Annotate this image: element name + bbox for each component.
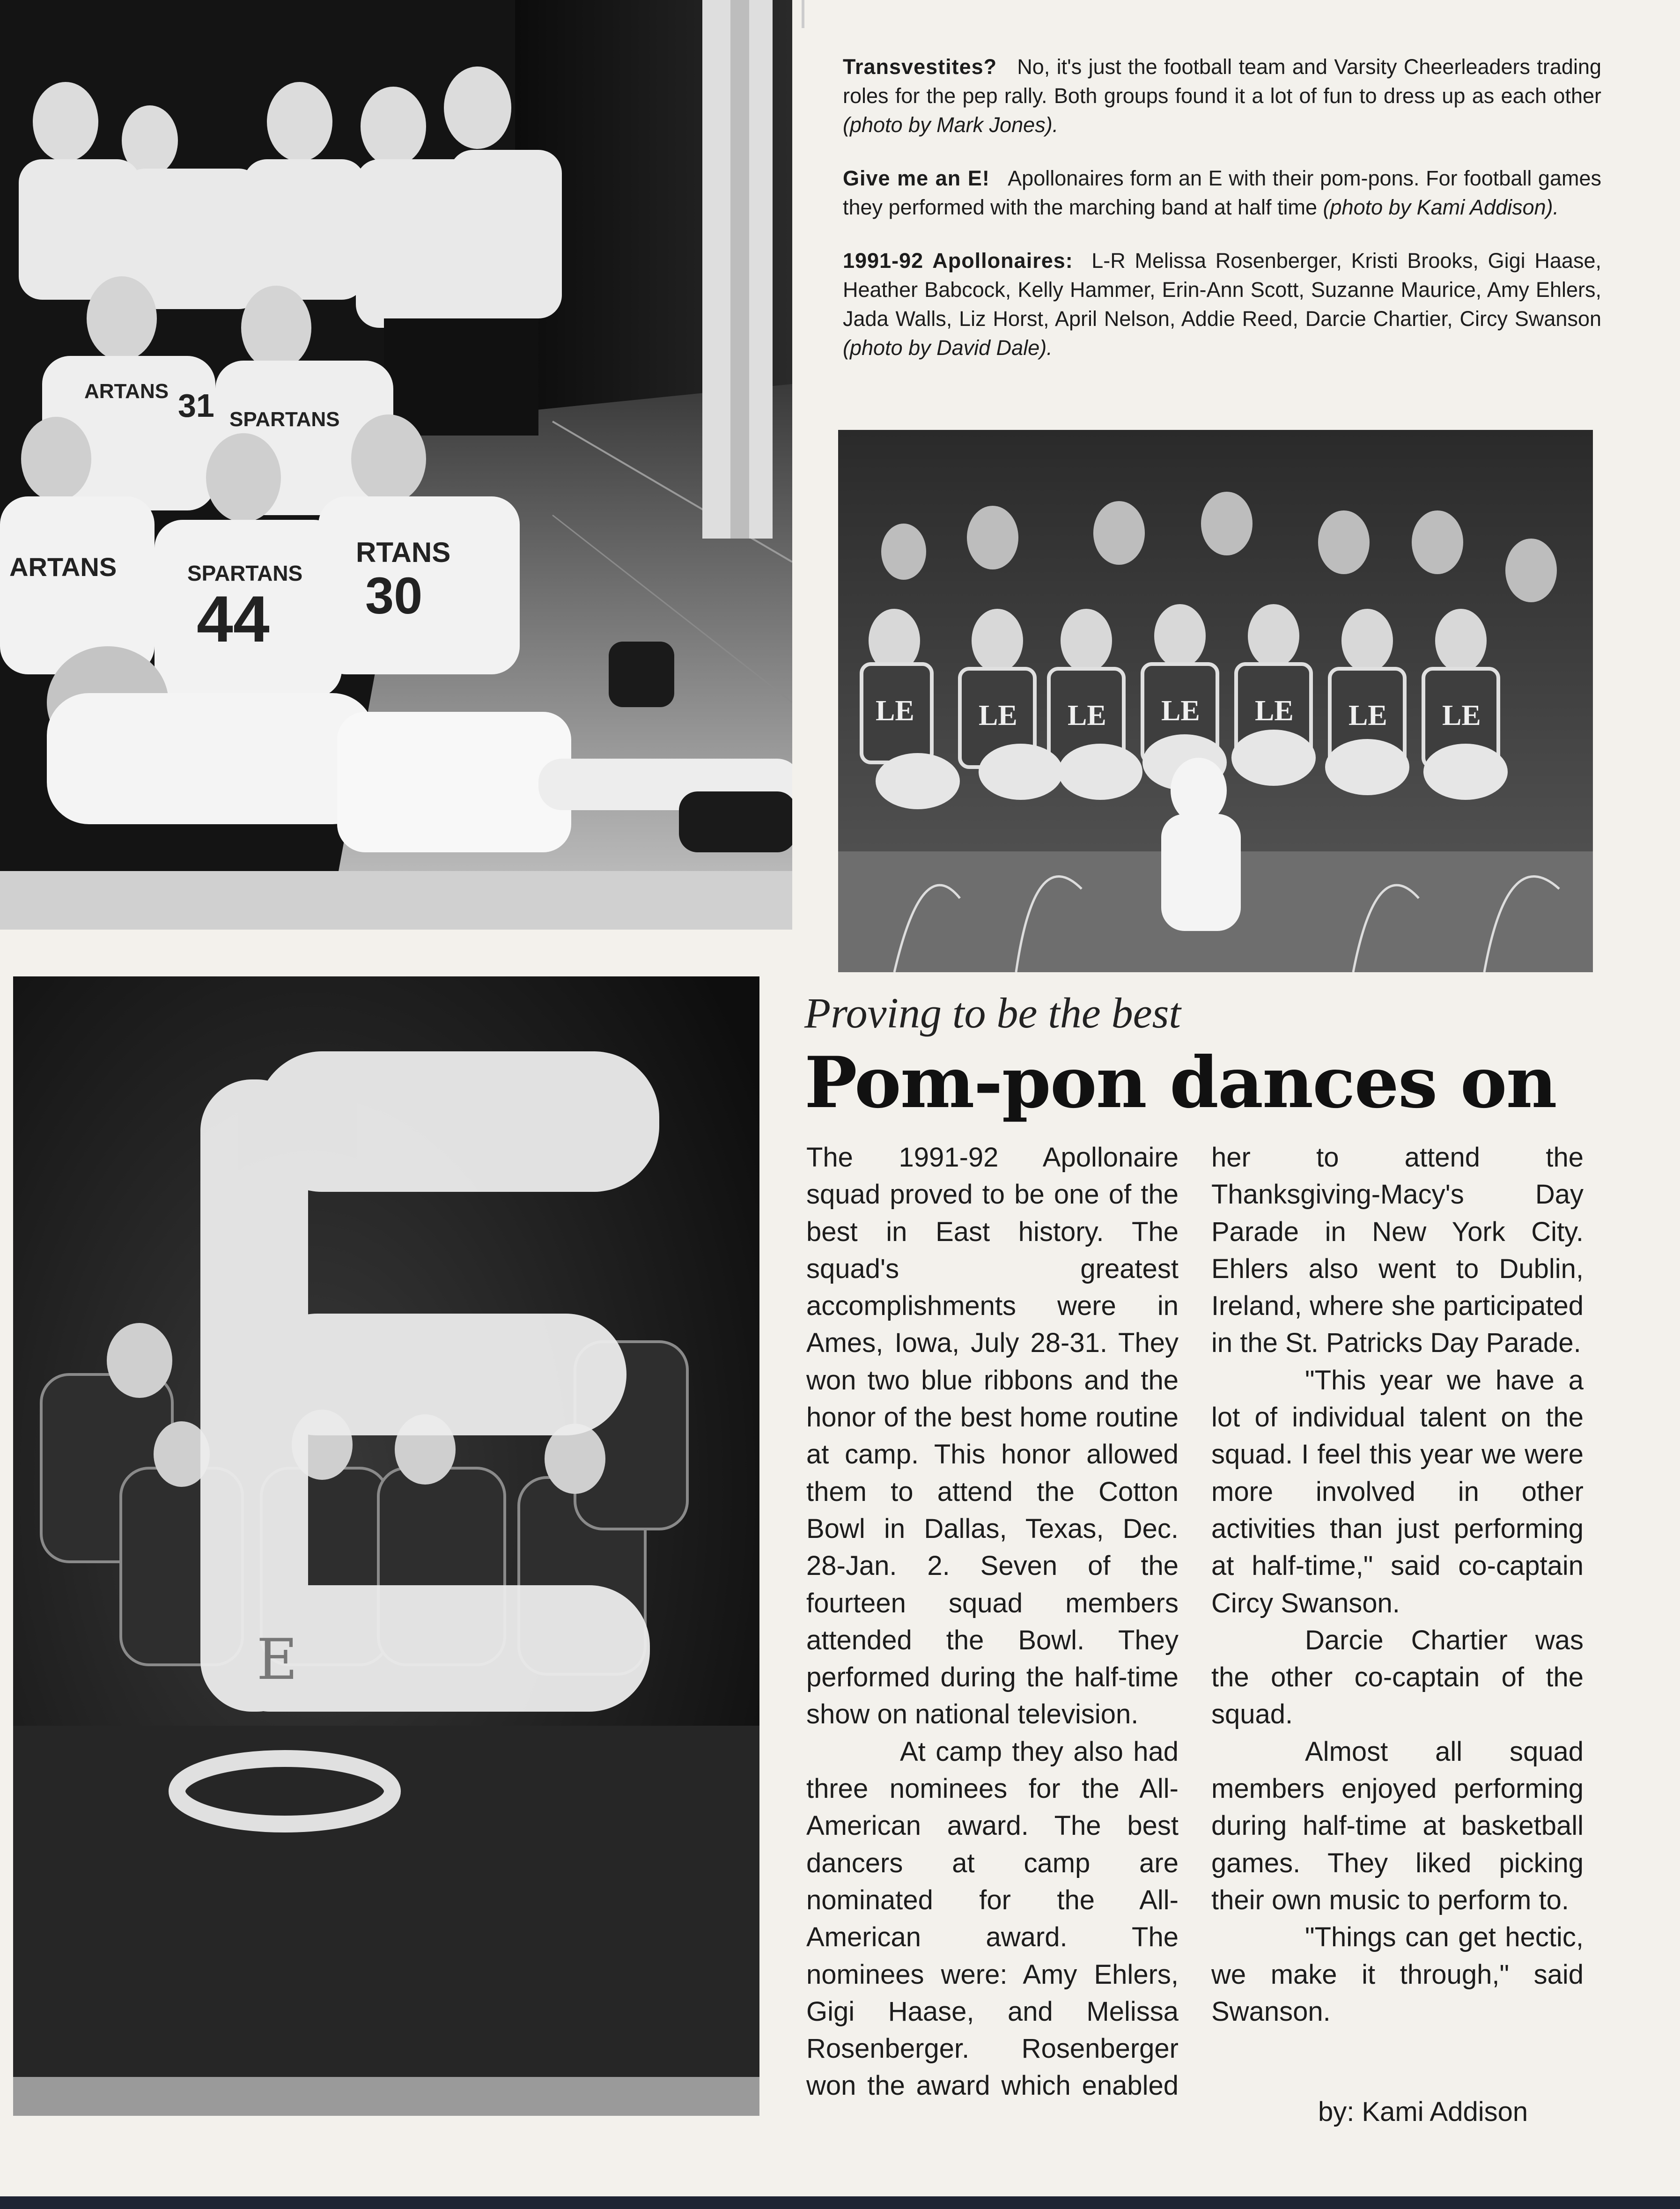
sweater-letters: LE <box>1442 700 1481 731</box>
sweater-letters: LE <box>876 695 914 727</box>
caption-text: L-R Melissa Rosenberger, Kristi Brooks, Gigi Haase, Heather Babcock, Kelly Hammer, Erin-Ann Scott, Suzanne Maurice, Amy Ehlers, Jada Walls, Liz Horst, April Nelson, Addie Reed, Darcie Chartier, Circy Swanson <box>843 249 1601 331</box>
jersey-text-7: 30 <box>365 567 423 625</box>
article-headline: Pom-pon dances on <box>804 1042 1556 1124</box>
caption-lead: Give me an E! <box>843 166 990 190</box>
page-bottom-edge <box>0 2196 1680 2209</box>
pompon-letter: E <box>257 1627 298 1692</box>
page-spine-mark <box>802 0 804 28</box>
caption-lead: Transvestites? <box>843 55 997 79</box>
body-paragraph: "Things can get hectic, we make it through," said Swanson. <box>1211 1922 1584 2027</box>
article-byline: by: Kami Addison <box>1318 2097 1528 2127</box>
body-paragraph: The 1991-92 Apollonaire squad proved to be one of the best in East history. The squad's greatest accomplishments were in Ames, Iowa, July 28-31. They won two blue ribbons and the honor of the best home routine at camp. This honor allowed them to attend the Cotton Bowl in Dallas, Texas, Dec. 28-Jan. 2. Seven of the fourteen squad members attended the Bowl. They performed during the half-time show on national television. <box>806 1142 1179 1730</box>
apollonaires-group-photo <box>838 430 1593 972</box>
jersey-text-4: SPARTANS <box>187 561 303 585</box>
body-paragraph: Almost all squad members enjoyed performing during half-time at basketball games. They liked picking their own music to perform to. <box>1211 1736 1584 1915</box>
body-paragraph: "This year we have a lot of individual talent on the squad. I feel this year we were more involved in other activities than just performing at half-time," said co-captain Circy Swanson. <box>1211 1365 1584 1618</box>
sweater-letters: LE <box>1348 700 1387 731</box>
jersey-text-1: ARTANS <box>84 380 169 403</box>
sweater-letters: LE <box>1255 695 1294 727</box>
caption-credit: (photo by David Dale). <box>843 336 1053 360</box>
sweater-letters: LE <box>1068 700 1106 731</box>
caption-text: Apollonaires form an E with their pom-pons. For football games they performed with the marching band at half time <box>843 166 1601 219</box>
caption-text: No, it's just the football team and Varsity Cheerleaders trading roles for the pep rally. Both groups found it a lot of fun to dress up as each other <box>843 55 1601 108</box>
pep-rally-photo <box>0 0 792 930</box>
caption-transvestites <box>843 52 1601 140</box>
article-kicker: Proving to be the best <box>804 989 1181 1037</box>
jersey-text-8: ARTANS <box>9 552 117 582</box>
sweater-letters: LE <box>979 700 1017 731</box>
article-body <box>806 1139 1584 2132</box>
sweater-letters: LE <box>1161 695 1200 727</box>
caption-give-me-an-e <box>843 164 1601 222</box>
jersey-text-6: RTANS <box>356 537 451 568</box>
jersey-text-2: SPARTANS <box>229 408 340 431</box>
caption-apollonaires-roster <box>843 246 1601 362</box>
body-paragraph: Darcie Chartier was the other co-captain of the squad. <box>1211 1625 1584 1730</box>
caption-lead: 1991-92 Apollonaires: <box>843 249 1073 273</box>
jersey-text-3: 31 <box>178 387 214 424</box>
body-paragraph: At camp they also had three nominees for the All-American award. The best dancers at camp are nominated for the All- American award. The nominees were: Amy Ehlers, Gigi Haase, and Melissa Rosenberger. Rosenberger won the award which enabled her to attend the Thanksgiving-Macy's Day Parade in New York City. Ehlers also went to Dublin, Ireland, where she participated in the St. Patricks Day Parade. <box>806 1142 1584 2101</box>
jersey-text-5: 44 <box>197 582 270 656</box>
caption-credit: (photo by Kami Addison). <box>1323 195 1559 219</box>
caption-credit: (photo by Mark Jones). <box>843 113 1059 137</box>
pompon-e-photo <box>13 976 759 2116</box>
photo-captions <box>843 52 1601 387</box>
